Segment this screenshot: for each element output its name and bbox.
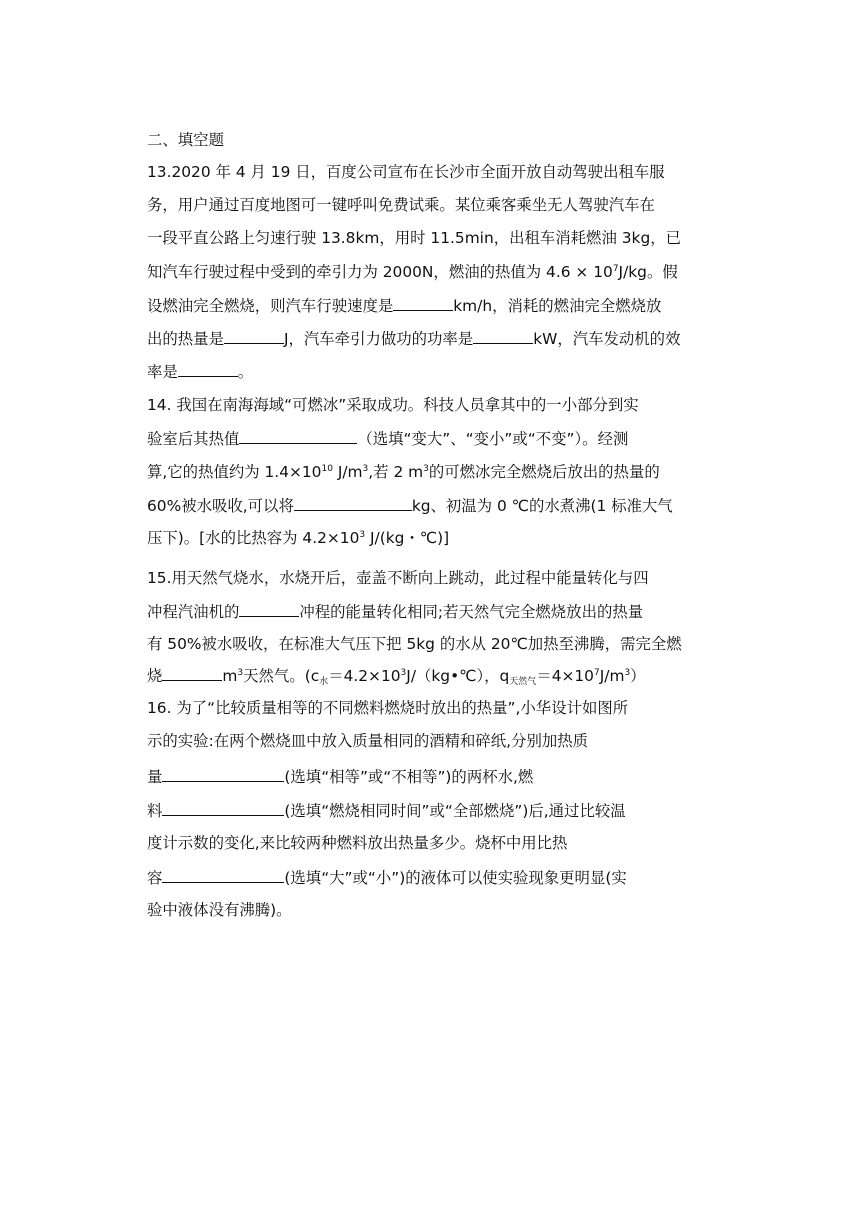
q13-blank-speed[interactable] (393, 295, 453, 311)
q16-line-3-text-a: 量 (147, 768, 163, 786)
q14-line-3 (147, 462, 660, 482)
q15-line-4-text-d: ＝4.2×10 (328, 667, 401, 685)
q15-line-2-text-a: 冲程汽油机的 (147, 603, 240, 621)
q15-exponent-3: 7 (593, 668, 600, 678)
q16-line-7: 验中液体没有沸腾)。 (147, 901, 292, 919)
q15-exponent-4: 3 (624, 668, 631, 678)
q14-exponent-4: 3 (359, 530, 366, 540)
q15-blank-stroke[interactable] (239, 601, 299, 617)
q14-line-1: 14. 我国在南海海域“可燃冰”采取成功。科技人员拿其中的一小部分到实 (147, 396, 639, 414)
q13-line-6-text-c: kW，汽车发动机的效 (533, 330, 681, 348)
q14-line-2-text-b: （选填“变大”、“变小”或“不变”）。经测 (357, 430, 629, 448)
q13-exponent: 7 (612, 264, 619, 274)
q14-line-4-text-b: kg、初温为 0 ℃的水煮沸(1 标准大气 (411, 497, 673, 515)
q13-line-4 (147, 262, 678, 282)
q16-line-4-text-b: (选填“燃烧相同时间”或“全部燃烧”)后,通过比较温 (284, 802, 626, 820)
q15-subscript-water: 水 (319, 677, 329, 687)
q14-line-2-text-a: 验室后其热值 (147, 430, 240, 448)
q16-line-3-text-b: (选填“相等”或“不相等”)的两杯水,燃 (284, 768, 534, 786)
q13-line-6-text-b: J，汽车牵引力做功的功率是 (283, 330, 474, 348)
q13-line-2: 务，用户通过百度地图可一键呼叫免费试乘。某位乘客乘坐无人驾驶汽车在 (147, 196, 655, 214)
q16-line-3 (147, 766, 533, 787)
q16-line-4-text-a: 料 (147, 802, 163, 820)
q14-line-4 (147, 495, 673, 516)
q16-line-6 (147, 867, 627, 888)
q15-line-4-text-a: 烧 (147, 667, 163, 685)
q13-line-4-text-b: J/kg。假 (618, 263, 678, 281)
q15-line-4-text-g: J/m (599, 667, 625, 685)
q14-blank-mass[interactable] (294, 495, 412, 511)
q15-line-4-text-f: ＝4×10 (536, 667, 594, 685)
q16-line-6-text-b: (选填“大”或“小”)的液体可以使实验现象更明显(实 (284, 869, 627, 887)
q14-line-5-text-a: 压下)。[水的比热容为 4.2×10 (147, 529, 360, 547)
q15-blank-volume[interactable] (162, 665, 222, 681)
q13-line-5-text-b: km/h，消耗的燃油完全燃烧放 (453, 297, 662, 315)
q15-exponent-1: 3 (237, 668, 244, 678)
q14-line-3-text-b: J/m (332, 463, 363, 481)
q14-line-4-text-a: 60%被水吸收,可以将 (147, 497, 294, 515)
q13-blank-heat[interactable] (224, 328, 284, 344)
q16-blank-fuel[interactable] (162, 800, 284, 816)
q15-line-3: 有 50%被水吸收，在标准大气压下把 5kg 的水从 20℃加热至沸腾，需完全燃 (147, 635, 682, 653)
q15-line-4-text-c: 天然气。(c (243, 667, 320, 685)
q15-line-4-text-b: m (222, 667, 238, 685)
q13-line-6-text-a: 出的热量是 (147, 330, 224, 348)
q15-line-4-text-e: J/（kg•℃），q (406, 667, 510, 685)
q15-line-4-text-h: ） (630, 667, 646, 685)
q14-line-5-text-b: J/(kg・℃)] (365, 529, 450, 547)
section-title: 二、填空题 (147, 131, 224, 149)
q16-line-2: 示的实验:在两个燃烧皿中放入质量相同的酒精和碎纸,分别加热质 (147, 732, 589, 750)
q14-line-3-text-c: ,若 2 m (368, 463, 424, 481)
q16-line-1: 16. 为了“比较质量相等的不同燃料燃烧时放出的热量”,小华设计如图所 (147, 699, 629, 717)
q13-line-3: 一段平直公路上匀速行驶 13.8km，用时 11.5min，出租车消耗燃油 3kg，已 (147, 229, 681, 247)
q13-blank-power[interactable] (473, 328, 533, 344)
q15-line-2 (147, 601, 643, 622)
q15-line-2-text-b: 冲程的能量转化相同;若天然气完全燃烧放出的热量 (299, 603, 644, 621)
q16-line-4 (147, 800, 626, 821)
q15-line-4 (147, 665, 646, 686)
q13-line-1: 13.2020 年 4 月 19 日，百度公司宣布在长沙市全面开放自动驾驶出租车服 (147, 163, 665, 181)
q13-line-5-text-a: 设燃油完全燃烧，则汽车行驶速度是 (147, 297, 394, 315)
q14-exponent-2: 3 (362, 464, 369, 474)
q15-exponent-2: 3 (400, 668, 407, 678)
q16-blank-capacity[interactable] (162, 867, 284, 883)
q14-line-3-text-a: 算,它的热值约为 1.4×10 (147, 463, 322, 481)
q14-exponent-3: 3 (423, 464, 429, 474)
q13-line-7-text-a: 率是 (147, 363, 178, 381)
q14-line-3-text-d: 的可燃冰完全燃烧后放出的热量的 (428, 463, 660, 481)
q13-line-5 (147, 295, 661, 316)
q13-line-7-text-b: 。 (237, 363, 254, 381)
q13-line-6 (147, 328, 680, 349)
q16-line-6-text-a: 容 (147, 869, 163, 887)
q16-blank-mass[interactable] (162, 766, 284, 782)
q13-blank-efficiency[interactable] (178, 361, 238, 377)
q13-line-4-text-a: 知汽车行驶过程中受到的牵引力为 2000N，燃油的热值为 4.6 × 10 (147, 263, 613, 281)
q14-line-5 (147, 528, 449, 548)
q14-blank-heat-value[interactable] (239, 428, 357, 444)
q14-exponent-1: 10 (321, 464, 333, 474)
q15-line-1: 15.用天然气烧水，水烧开后，壶盖不断向上跳动，此过程中能量转化与四 (147, 569, 649, 587)
q15-subscript-gas: 天然气 (509, 677, 537, 687)
q16-line-5: 度计示数的变化,来比较两种燃料放出热量多少。烧杯中用比热 (147, 834, 568, 852)
q14-line-2 (147, 428, 628, 449)
q13-line-7 (147, 361, 253, 382)
